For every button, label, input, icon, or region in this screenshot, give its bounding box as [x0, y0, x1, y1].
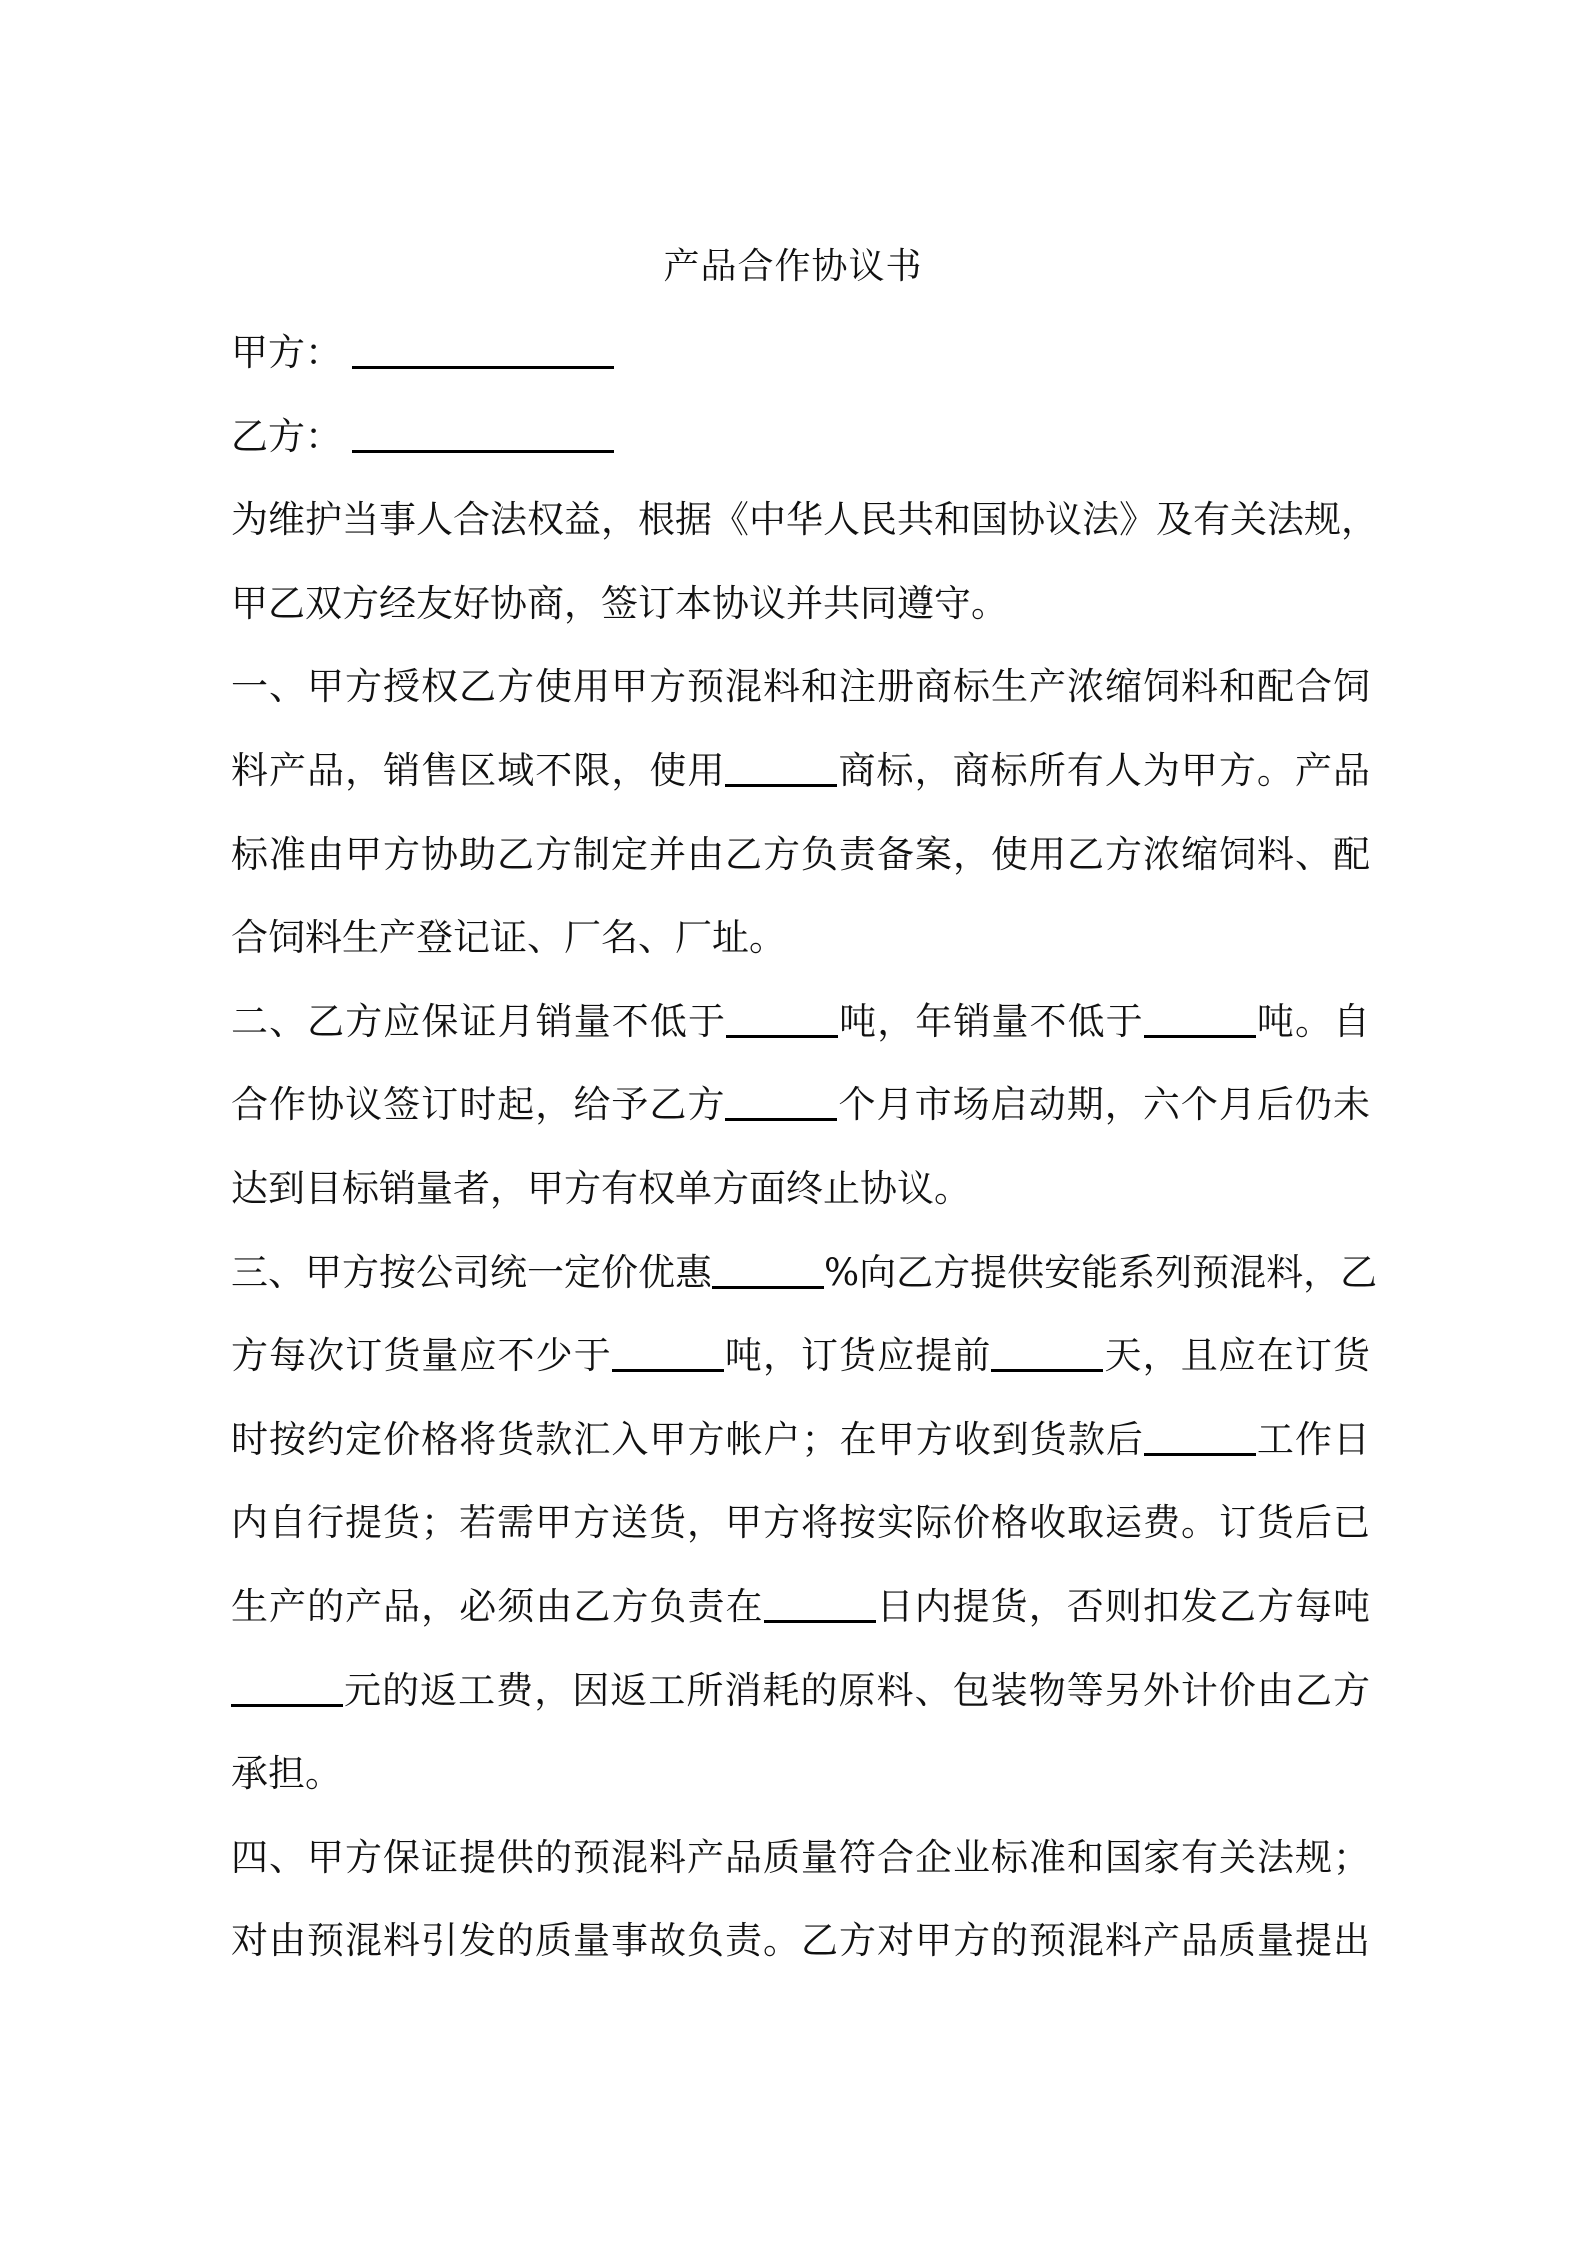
text-segment: 时按约定价格将货款汇入甲方帐户；在甲方收到货款后 [231, 1417, 1144, 1461]
text-segment: 甲乙双方经友好协商，签订本协议并共同遵守。 [231, 581, 1008, 625]
text-line [231, 395, 1370, 479]
text-line [231, 729, 1370, 813]
text-line [231, 980, 1370, 1064]
text-line [231, 1314, 1370, 1398]
fill-in-blank[interactable] [726, 1005, 838, 1038]
text-segment: 一、甲方授权乙方使用甲方预混料和注册商标生产浓缩饲料和配合饲 [231, 665, 1370, 709]
text-segment: 天，且应在订货 [1103, 1334, 1371, 1378]
text-line [231, 896, 1370, 980]
text-line [231, 1231, 1378, 1315]
text-segment: 四、甲方保证提供的预混料产品质量符合企业标准和国家有关法规； [231, 1835, 1370, 1879]
text-line [231, 1816, 1370, 1900]
fill-in-blank[interactable] [352, 336, 614, 369]
text-line [231, 1147, 1370, 1231]
document-body [231, 311, 1378, 1983]
text-segment: 吨，年销量不低于 [838, 999, 1144, 1043]
text-segment: 乙方： [231, 414, 342, 458]
text-segment: 甲方： [231, 331, 342, 374]
text-line [231, 562, 1370, 646]
fill-in-blank[interactable] [352, 420, 614, 453]
fill-in-blank[interactable] [764, 1590, 876, 1623]
text-segment: 内自行提货；若需甲方送货，甲方将按实际价格收取运费。订货后已 [231, 1501, 1370, 1545]
text-segment: 日内提货，否则扣发乙方每吨 [875, 1584, 1371, 1628]
text-line [231, 1649, 1370, 1733]
text-segment: 生产的产品，必须由乙方负责在 [231, 1584, 764, 1628]
text-line [231, 645, 1370, 729]
fill-in-blank[interactable] [991, 1339, 1103, 1372]
text-segment: 合作协议签订时起，给予乙方 [231, 1083, 726, 1127]
text-segment: 达到目标销量者，甲方有权单方面终止协议。 [231, 1166, 971, 1210]
text-line [231, 1398, 1370, 1482]
fill-in-blank[interactable] [231, 1674, 343, 1707]
fill-in-blank[interactable] [725, 754, 837, 787]
text-segment: 吨。自 [1255, 999, 1371, 1043]
text-line [231, 1063, 1370, 1147]
text-segment: 料产品，销售区域不限，使用 [231, 748, 726, 792]
text-segment: 方每次订货量应不少于 [231, 1334, 612, 1378]
fill-in-blank[interactable] [712, 1256, 824, 1289]
fill-in-blank[interactable] [612, 1339, 724, 1372]
document-title: 产品合作协议书 [663, 246, 923, 287]
fill-in-blank[interactable] [1144, 1423, 1256, 1456]
fill-in-blank[interactable] [725, 1088, 837, 1121]
text-line [231, 813, 1370, 897]
text-line [231, 1899, 1370, 1983]
text-segment: 个月市场启动期，六个月后仍未 [837, 1083, 1371, 1127]
fill-in-blank[interactable] [1144, 1005, 1256, 1038]
text-segment: %向乙方提供安能系列预混料，乙 [824, 1250, 1378, 1294]
text-line [231, 1565, 1370, 1649]
text-segment: 承担。 [231, 1752, 342, 1796]
text-line [231, 1481, 1370, 1565]
text-segment: 吨，订货应提前 [723, 1334, 992, 1378]
text-segment: 三、甲方按公司统一定价优惠 [231, 1250, 712, 1294]
text-segment: 商标，商标所有人为甲方。产品 [837, 748, 1371, 792]
text-segment: 二、乙方应保证月销量不低于 [231, 999, 727, 1043]
text-line [231, 1732, 1370, 1816]
text-segment: 工作日 [1255, 1417, 1371, 1461]
text-line [231, 311, 1370, 395]
text-line [231, 478, 1378, 562]
text-segment: 合饲料生产登记证、厂名、厂址。 [231, 916, 786, 960]
text-segment: 对由预混料引发的质量事故负责。乙方对甲方的预混料产品质量提出 [231, 1919, 1370, 1963]
text-segment: 为维护当事人合法权益，根据《中华人民共和国协议法》及有关法规， [231, 498, 1378, 542]
text-segment: 元的返工费，因返工所消耗的原料、包装物等另外计价由乙方 [343, 1668, 1370, 1712]
text-segment: 标准由甲方协助乙方制定并由乙方负责备案，使用乙方浓缩饲料、配 [231, 832, 1370, 876]
